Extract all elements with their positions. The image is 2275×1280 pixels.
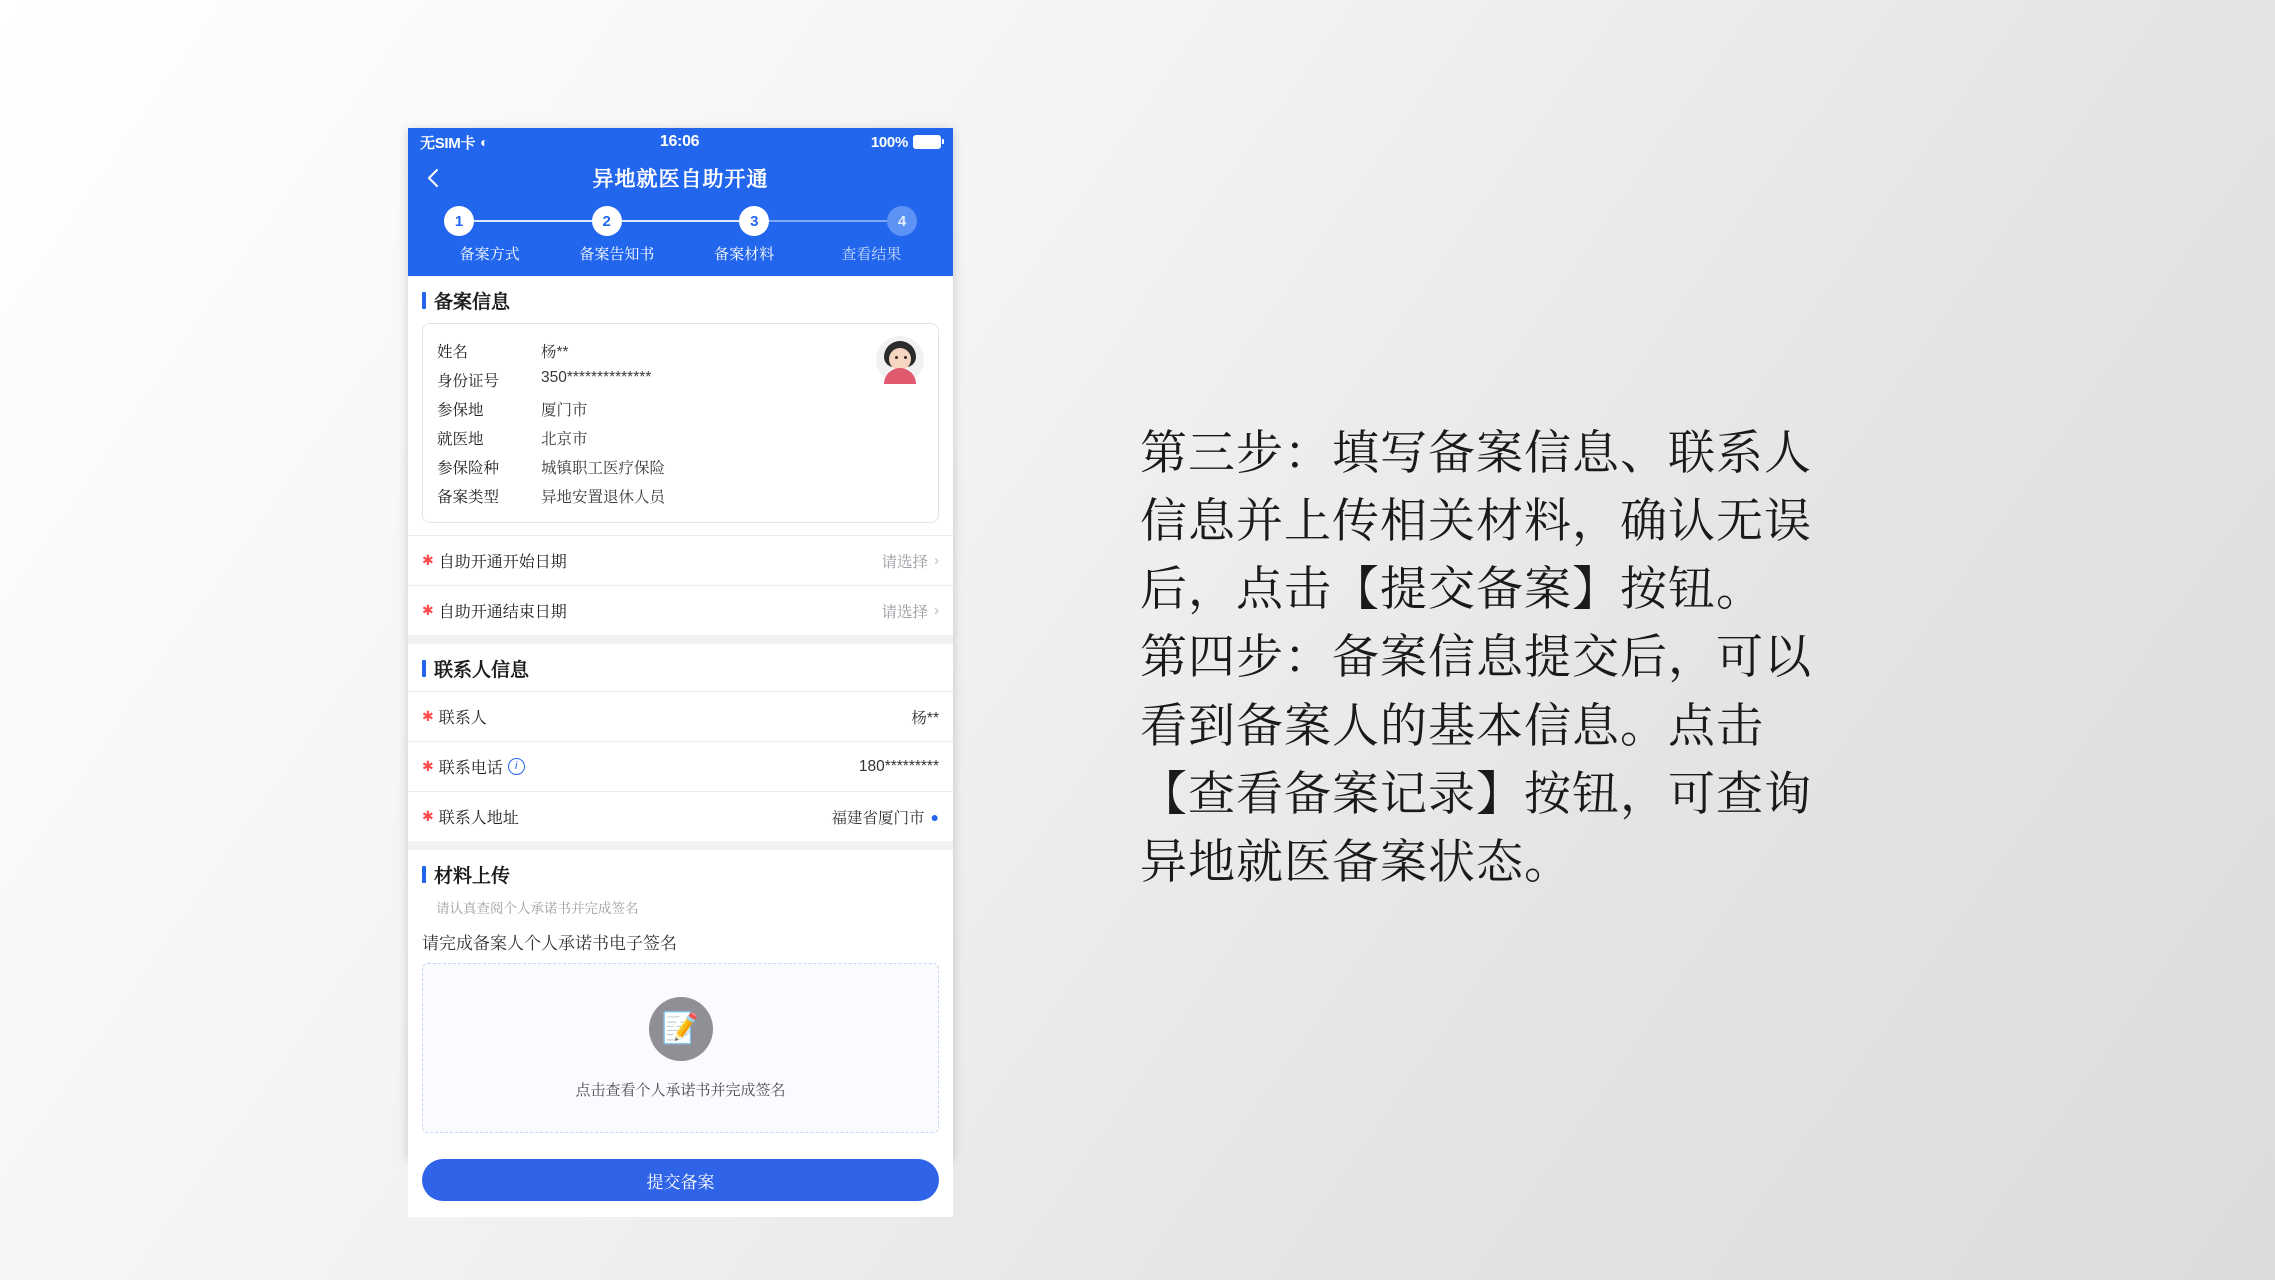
- page-title: 异地就医自助开通: [592, 168, 769, 191]
- battery-percent-label: 100%: [870, 133, 908, 151]
- row-value: 异地安置退休人员: [541, 488, 666, 506]
- section-title-material-upload: [408, 850, 953, 897]
- contact-address-value: 福建省厦门市: [831, 809, 925, 827]
- row-contact-phone[interactable]: [408, 741, 953, 791]
- section-title-label: 备案信息: [434, 292, 511, 313]
- row-label: 联系人地址: [438, 810, 519, 827]
- section-title-record-info: [408, 276, 953, 323]
- submit-bar: [408, 1147, 953, 1217]
- status-bar-left: [420, 132, 488, 153]
- nav-bar: [408, 156, 953, 200]
- row-label: 联系人: [438, 710, 487, 727]
- caption-line: 看到备案人的基本信息。点击: [1140, 698, 1764, 754]
- caption-line: 信息并上传相关材料，确认无误: [1140, 494, 1812, 550]
- row-value-wrap: [881, 600, 939, 622]
- info-icon[interactable]: i: [508, 758, 525, 775]
- required-mark-icon: ✱: [422, 552, 434, 568]
- submit-record-button[interactable]: 提交备案: [422, 1159, 939, 1201]
- contact-phone-value: 180*********: [858, 757, 939, 775]
- row-label: 自助开通结束日期: [438, 604, 567, 621]
- table-row: [437, 394, 868, 423]
- row-value-wrap: [881, 550, 939, 572]
- record-info-rows: [437, 336, 868, 510]
- instruction-caption: [1140, 420, 2020, 897]
- carrier-label: 无SIM卡: [420, 134, 476, 152]
- row-contact-address[interactable]: [408, 791, 953, 841]
- status-bar-time: 16:06: [659, 133, 700, 150]
- start-date-value: 请选择: [881, 553, 928, 571]
- row-value: 北京市: [541, 430, 588, 448]
- section-divider: [408, 841, 953, 850]
- row-end-date[interactable]: [408, 585, 953, 635]
- caption-line: 第四步：备案信息提交后，可以: [1140, 630, 1812, 686]
- status-bar-right: [871, 134, 941, 151]
- section-divider: [408, 635, 953, 644]
- step-label-3: 备案材料: [714, 246, 775, 263]
- chevron-right-icon: ›: [934, 552, 939, 569]
- row-value: 350**************: [541, 368, 652, 386]
- table-row: [437, 481, 868, 510]
- row-label: 身份证号: [437, 372, 500, 390]
- record-info-card: [422, 323, 939, 523]
- row-value-wrap: [911, 706, 939, 728]
- step-line-1: [474, 220, 592, 222]
- table-row: [437, 452, 868, 481]
- end-date-value: 请选择: [881, 603, 928, 621]
- document-sign-icon: 📝: [649, 997, 713, 1061]
- step-label-4: 查看结果: [841, 246, 902, 263]
- section-bar-icon: [422, 292, 426, 309]
- status-bar: [408, 128, 953, 156]
- row-label: 备案类型: [437, 488, 500, 506]
- upload-hint-text: 请认真查阅个人承诺书并完成签名: [408, 897, 953, 924]
- row-value: 杨**: [541, 343, 569, 361]
- row-label: 联系电话: [438, 760, 503, 777]
- caption-line: 【查看备案记录】按钮，可查询: [1140, 766, 1812, 822]
- step-dot-1[interactable]: 1: [444, 206, 474, 236]
- row-label: 就医地: [437, 430, 484, 448]
- user-avatar-icon: [876, 336, 924, 384]
- required-mark-icon: ✱: [422, 602, 434, 618]
- step-dot-3[interactable]: 3: [739, 206, 769, 236]
- row-label: 姓名: [437, 343, 469, 361]
- signature-box-caption: 点击查看个人承诺书并完成签名: [575, 1081, 786, 1099]
- section-title-label: 联系人信息: [434, 660, 530, 681]
- section-bar-icon: [422, 866, 426, 883]
- signature-section-title: 请完成备案人个人承诺书电子签名: [408, 924, 953, 963]
- section-title-contact-info: [408, 644, 953, 691]
- caption-line: 后，点击【提交备案】按钮。: [1140, 562, 1764, 618]
- stepper-labels: [408, 236, 953, 264]
- required-mark-icon: ✱: [422, 808, 434, 824]
- step-dot-2[interactable]: 2: [592, 206, 622, 236]
- section-title-label: 材料上传: [434, 866, 511, 887]
- screen-content: [408, 276, 953, 1147]
- row-value: 厦门市: [541, 401, 588, 419]
- step-line-3: [769, 220, 887, 222]
- stepper: [408, 200, 953, 276]
- caption-line: 异地就医备案状态。: [1140, 834, 1572, 890]
- row-start-date[interactable]: [408, 535, 953, 585]
- signature-upload-box[interactable]: [422, 963, 939, 1133]
- stepper-dots: [408, 206, 953, 236]
- contact-name-value: 杨**: [911, 709, 939, 727]
- row-contact-name[interactable]: [408, 691, 953, 741]
- section-bar-icon: [422, 660, 426, 677]
- battery-icon: [913, 135, 941, 149]
- step-label-2: 备案告知书: [579, 246, 655, 263]
- step-label-1: 备案方式: [459, 246, 520, 263]
- table-row: [437, 423, 868, 452]
- required-mark-icon: ✱: [422, 708, 434, 724]
- record-card-wrap: [408, 323, 953, 535]
- required-mark-icon: ✱: [422, 758, 434, 774]
- table-row: [437, 336, 868, 365]
- row-value-wrap: [832, 806, 939, 828]
- caption-line: 第三步：填写备案信息、联系人: [1140, 426, 1812, 481]
- back-chevron-icon[interactable]: [422, 167, 444, 189]
- row-value: 城镇职工医疗保险: [541, 459, 666, 477]
- row-label: 参保地: [437, 401, 484, 419]
- step-line-2: [622, 220, 740, 222]
- wifi-icon: ◐: [480, 134, 489, 150]
- step-dot-4[interactable]: 4: [887, 206, 917, 236]
- row-label: 参保险种: [437, 459, 500, 477]
- row-label: 自助开通开始日期: [438, 554, 567, 571]
- row-value-wrap: [859, 758, 939, 776]
- chevron-right-icon: ›: [934, 602, 939, 619]
- signature-box-wrap: [408, 963, 953, 1147]
- phone-mockup: [408, 128, 953, 1192]
- table-row: [437, 365, 868, 394]
- location-pin-icon[interactable]: ●: [930, 808, 939, 825]
